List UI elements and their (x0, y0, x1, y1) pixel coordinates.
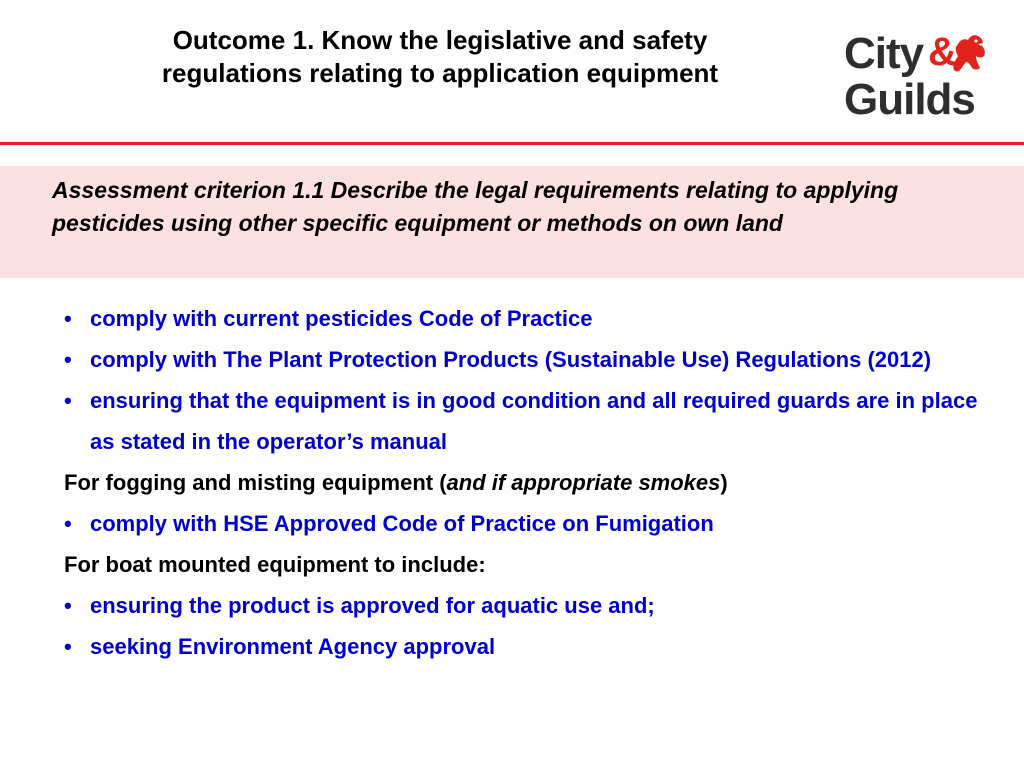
bullet-item (64, 380, 1004, 462)
assessment-criterion: Assessment criterion 1.1 Describe the legal requirements relating to applying pesticides using other specific equipment or methods on own land (52, 177, 899, 236)
bullet-dot: • (64, 634, 72, 659)
heading-text: For fogging and misting equipment ( (64, 470, 447, 495)
bullet-item (64, 503, 1004, 544)
logo-ampersand: & (928, 30, 957, 74)
logo-city-text: City (844, 29, 924, 78)
heading-italic-text: and if appropriate smokes (446, 470, 721, 495)
section-heading (64, 544, 1004, 585)
bullet-text: comply with current pesticides Code of Practice (90, 306, 593, 331)
title-line-1: Outcome 1. Know the legislative and safety (172, 25, 708, 55)
bullet-text: comply with The Plant Protection Products (Sustainable Use) Regulations (2012) (90, 347, 932, 372)
section-heading (64, 462, 1004, 503)
bullet-text: seeking Environment Agency approval (90, 634, 496, 659)
page-title (60, 24, 820, 90)
bullet-item (64, 339, 1004, 380)
bullet-item (64, 626, 1004, 667)
heading-text: For boat mounted equipment to include: (64, 552, 486, 577)
bullet-text: comply with HSE Approved Code of Practice on Fumigation (90, 511, 714, 536)
heading-text-suffix: ) (720, 470, 728, 495)
bullet-dot: • (64, 593, 72, 618)
bullet-dot: • (64, 511, 72, 536)
bullet-text: ensuring that the equipment is in good condition and all required guards are in place as stated in the operator’s manual (90, 388, 978, 454)
bullet-item (64, 585, 1004, 626)
city-and-guilds-logo (844, 28, 994, 128)
title-divider (0, 142, 1024, 145)
bullet-dot: • (64, 347, 72, 372)
lion-rampant-icon (948, 30, 988, 76)
logo-guilds-text: Guilds (844, 75, 975, 124)
title-line-2: regulations relating to application equipment (161, 58, 719, 88)
content-list (64, 298, 1004, 667)
bullet-text: ensuring the product is approved for aquatic use and; (90, 593, 655, 618)
bullet-item (64, 298, 1004, 339)
bullet-dot: • (64, 388, 72, 413)
bullet-dot: • (64, 306, 72, 331)
